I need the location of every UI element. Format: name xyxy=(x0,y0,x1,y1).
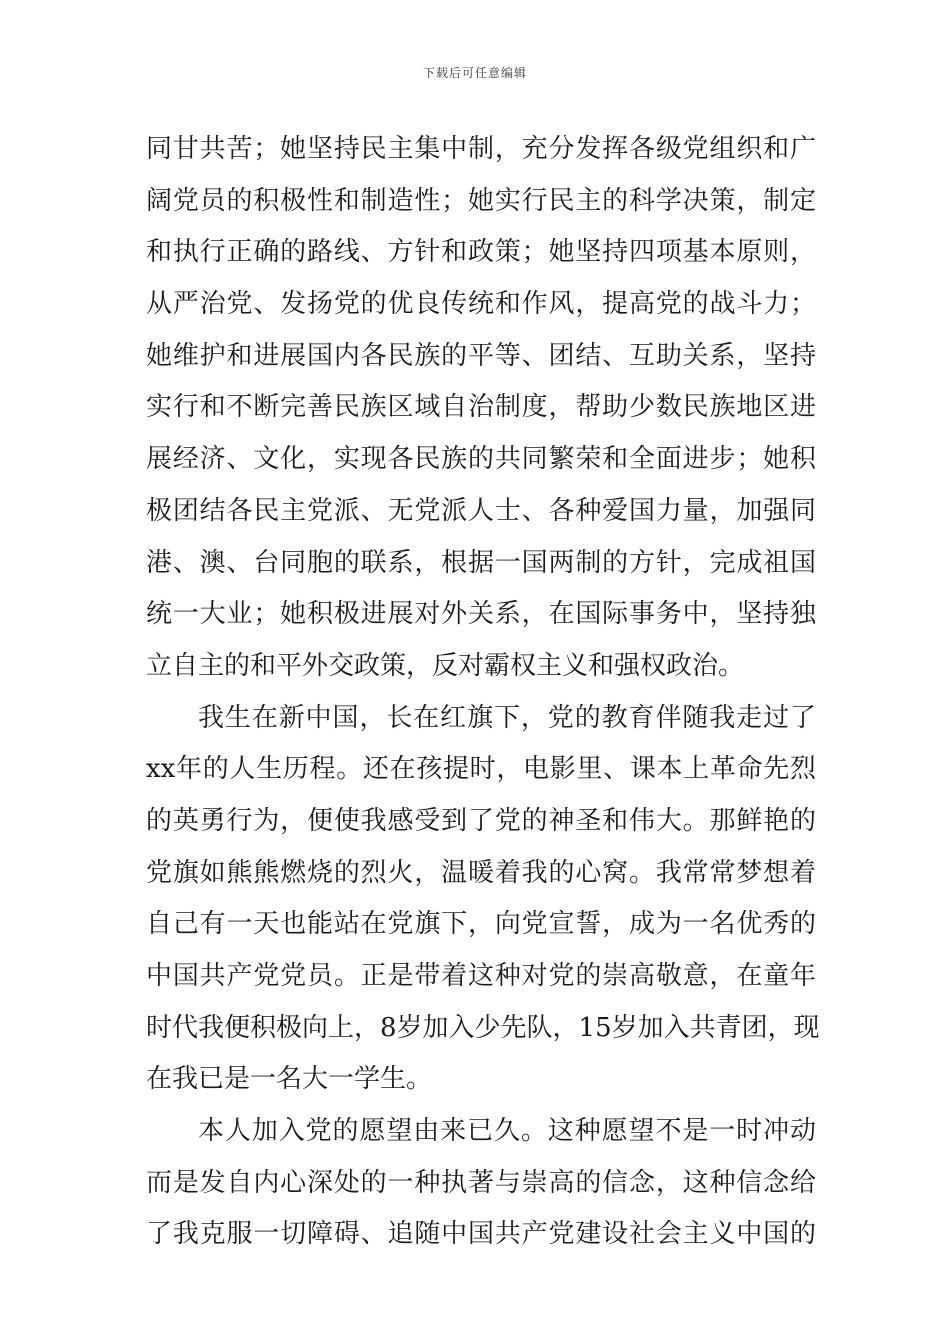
text-line: 中国共产党党员。正是带着这种对党的崇高敬意，在童年 xyxy=(146,961,816,991)
paragraph xyxy=(146,124,816,693)
text-line: 和执行正确的路线、方针和政策；她坚持四项基本原则， xyxy=(146,237,816,268)
paragraph xyxy=(146,693,820,1107)
text-line: 实行和不断完善民族区域自治制度，帮助少数民族地区进 xyxy=(146,392,816,423)
text-line: 展经济、文化，实现各民族的共同繁荣和全面进步；她积 xyxy=(146,444,816,475)
text-line: 自己有一天也能站在党旗下，向党宣誓，成为一名优秀的 xyxy=(146,909,816,940)
text-line: 港、澳、台同胞的联系，根据一国两制的方针，完成祖国 xyxy=(146,547,816,578)
text-line: 统一大业；她积极进展对外关系，在国际事务中，坚持独 xyxy=(146,599,816,630)
text-line: 立自主的和平外交政策，反对霸权主义和强权政治。 xyxy=(146,650,745,681)
text-line: 时代我便积极向上，8岁加入少先队，15岁加入共青团，现 xyxy=(146,1012,820,1043)
document-body xyxy=(146,124,820,1261)
paragraph xyxy=(146,1106,816,1261)
text-line: xx年的人生历程。还在孩提时，电影里、课本上革命先烈 xyxy=(146,754,816,785)
text-line: 的英勇行为，便使我感受到了党的神圣和伟大。那鲜艳的 xyxy=(146,805,816,836)
page-header: 下载后可任意编辑 xyxy=(422,66,527,80)
text-line: 极团结各民主党派、无党派人士、各种爱国力量，加强同 xyxy=(146,495,816,526)
text-line: 她维护和进展国内各民族的平等、团结、互助关系，坚持 xyxy=(146,340,816,371)
text-line: 了我克服一切障碍、追随中国共产党建设社会主义中国的 xyxy=(146,1219,816,1250)
text-line: 本人加入党的愿望由来已久。这种愿望不是一时冲动 xyxy=(198,1116,816,1147)
text-line: 在我已是一名大一学生。 xyxy=(146,1064,433,1095)
text-line: 党旗如熊熊燃烧的烈火，温暖着我的心窝。我常常梦想着 xyxy=(146,857,816,888)
text-line: 我生在新中国，长在红旗下，党的教育伴随我走过了 xyxy=(198,702,816,733)
text-line: 从严治党、发扬党的优良传统和作风，提高党的战斗力； xyxy=(146,289,816,320)
text-line: 阔党员的积极性和制造性；她实行民主的科学决策，制定 xyxy=(146,185,816,216)
text-line: 同甘共苦；她坚持民主集中制，充分发挥各级党组织和广 xyxy=(146,134,816,164)
text-line: 而是发自内心深处的一种执著与崇高的信念，这种信念给 xyxy=(146,1167,816,1198)
